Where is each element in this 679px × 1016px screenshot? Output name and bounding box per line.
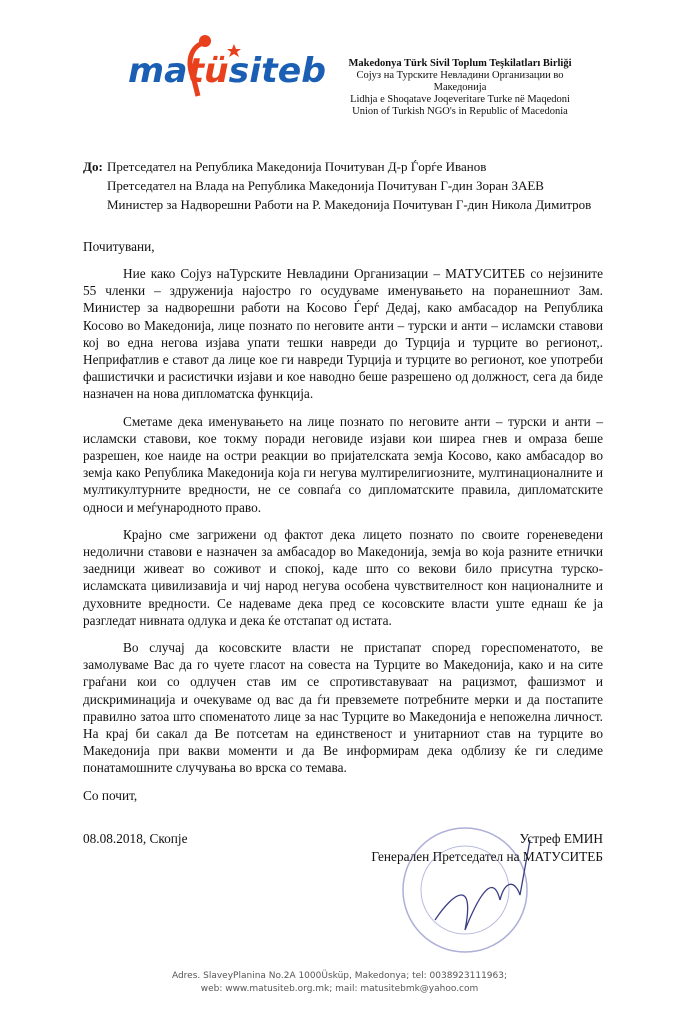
recipients	[83, 157, 603, 214]
letter-body	[83, 265, 603, 777]
recipients-label: До:	[83, 159, 103, 174]
org-name-turkish: Makedonya Türk Sivil Toplum Teşkilatları Birliği	[348, 58, 572, 69]
recipient-line: Министер за Надворешни Работи на Р. Македонија Почитуван Г-дин Никола Димитров	[107, 197, 592, 212]
footer-contact	[0, 970, 679, 1016]
paragraph: Крајно сме загрижени од фактот дека лицето познато по своите гореневедени недолични ставови е назначен за амбасадор во Македонија, земја во која разните етнички заедници живеат во соживот и спокој, каде што со векови било присутна турско-исламската цивилизавија и чиј народ негува особена чувствителност кон националните и духовните вредности. Се надеваме дека пред се косовските власти уште еднаш ќе ја разгледат нивната одлука и дека ќе отстапат од истата.	[83, 526, 603, 628]
date-place: 08.08.2018, Скопје	[83, 830, 188, 846]
svg-text:matüsiteb: matüsiteb	[128, 51, 325, 91]
signatory	[83, 830, 603, 866]
recipient-line: Претседател на Република Македонија Почитуван Д-р Ѓорѓе Иванов	[107, 159, 487, 174]
paragraph: Ние како Сојуз наТурските Невладини Организации – МАТУСИТЕБ со нејзините 55 членки – здруженија најостро го осудуваме именувањето на поранешниот Зам. Министер за надворешни работи на Косово Ѓерѓ Дедај, како амбасадор на Република Косово во Македонија, лице познато по неговите анти – турски и анти – исламски ставови кој во една негова изјава упати тешки навреди до Турција и турците во регионот,. Неприфатлив е ставот да лице кое ги навреди Турција и турците во регионот, кое употреби фашистички и расистички изјави и кое наводно беше разрешено од должност, сега да биде назначен на нова дипломатска функција.	[83, 266, 603, 402]
signatory-title: Генерален Претседател на МАТУСИТЕБ	[371, 848, 603, 864]
paragraph: Во случај да косовските власти не пристапат според гореспоменатото, ве замолуваме Вас да го чуете гласот на совеста на Турците во Македонија, како и на сите граѓани кои со одлучен став им се спротивставуваат на рацизмот, фашизмот и дискриминација и очекуваме од вас да ѓи превземете потребните мерки и да постапите правилно затоа што споменатото лице за нас Турците во Македонија е непожелна личност. На крај би сакал да Ве потсетам на единственост и унитарниот став на турците во Македонија при вакви моменти и да Ве информирам дека одблизу ќе ги следиме понатамошните случувања во врска со темава.	[83, 640, 603, 776]
signatory-name: Устреф ЕМИН	[519, 830, 603, 846]
salutation: Почитувани,	[83, 239, 155, 254]
signature-area	[83, 830, 603, 950]
footer-address: Adres. SlaveyPlanina No.2A 1000Üsküp, Makedonya; tel: 0038923111963;	[171, 970, 508, 981]
closing: Со почит,	[83, 787, 138, 803]
org-name-english: Union of Turkish NGO's in Republic of Macedonia	[352, 106, 568, 117]
recipient-line: Претседател на Влада на Република Македонија Почитуван Г-дин Зоран ЗАЕВ	[107, 178, 544, 193]
footer-web-mail: web: www.matusiteb.org.mk; mail: matusitebmk@yahoo.com	[200, 983, 479, 994]
org-name-macedonian: Сојуз на Турските Невладини Организации во Македонија	[356, 70, 564, 93]
org-name-albanian: Lidhja e Shoqatave Joqeveritare Turke në Maqedoni	[350, 94, 570, 105]
paragraph: Сметаме дека именувањето на лице познато по неговите анти – турски и анти – исламски ставови, кое токму поради неговиде изјави кои ширеа гнев и омраза беше разрешен, кое наиде на остри реакции во пријателската земја Косово, како амбасадор во земја како Република Македонија која ги негува мултирелигиозните, мултинационалните и мултикултурните вредности, не се совпаѓа со дипломатските правила, дипломатските односи и меѓународното право.	[83, 413, 603, 515]
